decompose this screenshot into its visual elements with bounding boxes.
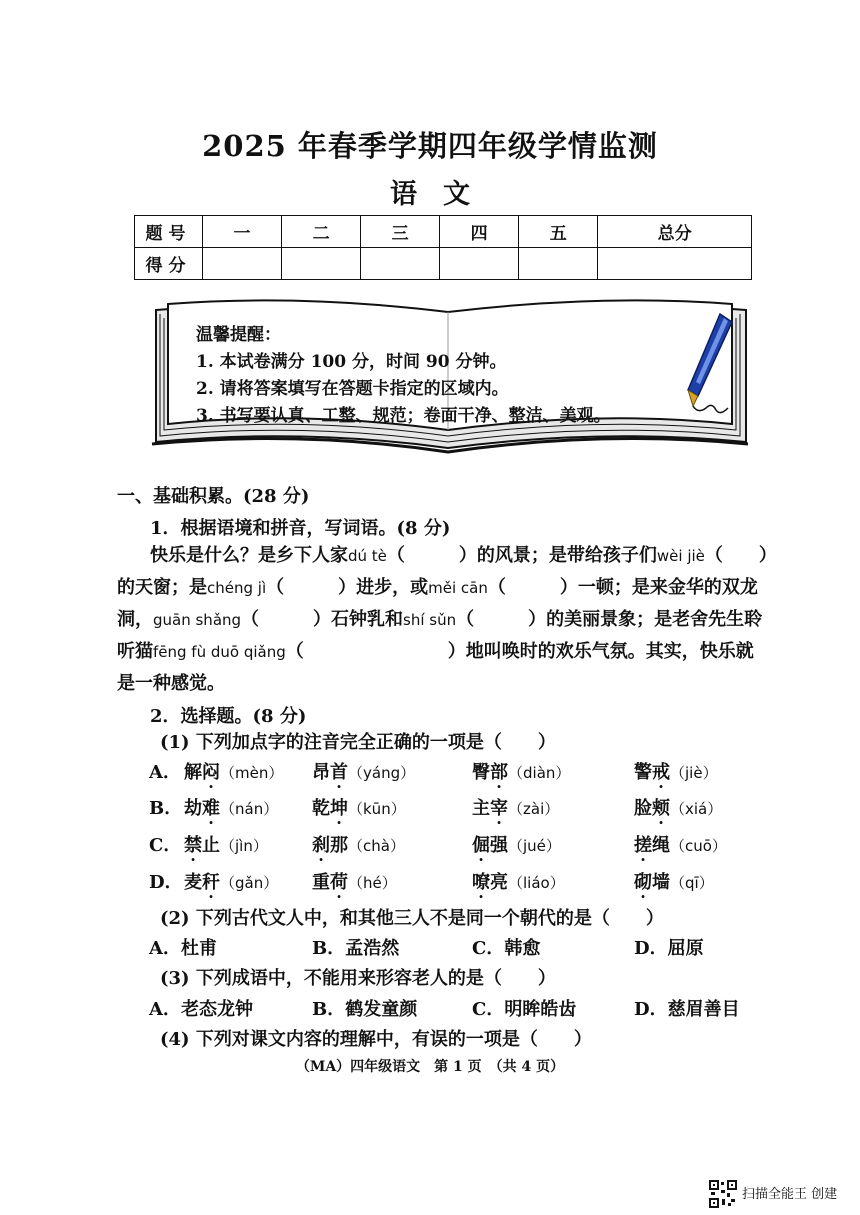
page-footer: （MA）四年级语文 第 1 页 （共 4 页） <box>295 1059 565 1075</box>
score-header-row <box>135 216 752 248</box>
reminder-heading: 温馨提醒： <box>196 325 281 345</box>
question-1-title: 1．根据语境和拼音，写词语。(8 分) <box>150 518 451 539</box>
option-item: 搓绳（cuō） <box>634 835 727 856</box>
pinyin: dú tè <box>348 547 387 565</box>
score-cell[interactable] <box>440 248 519 280</box>
option-item: 倔强（jué） <box>472 835 561 856</box>
score-cell[interactable] <box>519 248 598 280</box>
option-item: 嘹亮（liáo） <box>472 872 565 893</box>
pinyin: guān shǎng <box>153 611 242 629</box>
col-total: 总分 <box>598 216 752 248</box>
option-item: 脸颊（xiá） <box>634 798 723 819</box>
question-1-passage: 快乐是什么？是乡下人家dú tè（ ）的风景；是带给孩子们wèi jiè（ ）的天窗；是chéng jì（ ）进步，或měi cān（ ）一顿；是来金华的双龙洞，guān shǎng（ ）石钟乳和shí sǔn（ ）的美丽景象；是老舍先生聆听猫fēng fù duō qiǎng（ ）地叫唤时的欢乐气氛。其实，快乐就是一种感觉。 <box>117 545 768 694</box>
option-d: D．慈眉善目 <box>634 999 740 1020</box>
option-c: C．韩愈 <box>472 938 541 959</box>
option-item: 解闷（mèn） <box>184 762 284 783</box>
option-item: 重荷（hé） <box>312 872 397 893</box>
score-table <box>134 215 752 280</box>
col-5: 五 <box>519 216 598 248</box>
question-number-label: 题号 <box>135 216 203 248</box>
option-item: 乾坤（kūn） <box>312 798 406 819</box>
question-2-1-title: (1) 下列加点字的注音完全正确的一项是（ ） <box>160 732 556 753</box>
col-4: 四 <box>440 216 519 248</box>
col-3: 三 <box>361 216 440 248</box>
qr-code-icon <box>709 1180 737 1208</box>
option-item: 臀部（diàn） <box>472 762 571 783</box>
option-a: A．老态龙钟 <box>149 999 253 1020</box>
option-item: 主宰（zài） <box>472 798 560 819</box>
option-item: 麦秆（gǎn） <box>184 872 279 893</box>
pinyin: wèi jiè <box>656 547 705 565</box>
reminder-box <box>196 322 611 430</box>
option-letter: B． <box>149 798 183 819</box>
exam-title: 2025 年春季学期四年级学情监测 <box>202 129 658 163</box>
section-heading: 一、基础积累。(28 分) <box>117 486 310 507</box>
option-a: A．杜甫 <box>149 938 217 959</box>
option-letter: A． <box>149 762 181 783</box>
option-item: 砌墙（qī） <box>634 872 714 893</box>
question-2-4-title: (4) 下列对课文内容的理解中，有误的一项是（ ） <box>160 1029 592 1050</box>
question-2-3-title: (3) 下列成语中，不能用来形容老人的是（ ） <box>160 968 556 989</box>
pinyin: shí sǔn <box>403 611 457 629</box>
reminder-item: 1. 本试卷满分 100 分，时间 90 分钟。 <box>196 352 507 372</box>
pinyin: fēng fù duō qiǎng <box>153 643 286 661</box>
col-2: 二 <box>282 216 361 248</box>
score-cell[interactable] <box>282 248 361 280</box>
score-cell[interactable] <box>203 248 282 280</box>
option-item: 禁止（jìn） <box>184 835 268 856</box>
option-b: B．孟浩然 <box>312 938 400 959</box>
option-b: B．鹤发童颜 <box>312 999 418 1020</box>
option-letter: D． <box>149 872 183 893</box>
score-cell[interactable] <box>361 248 440 280</box>
col-1: 一 <box>203 216 282 248</box>
reminder-item: 2. 请将答案填写在答题卡指定的区域内。 <box>196 379 509 399</box>
option-c: C．明眸皓齿 <box>472 999 577 1020</box>
scanner-watermark: 扫描全能王 创建 <box>742 1187 838 1202</box>
pinyin: chéng jì <box>207 579 267 597</box>
option-item: 刹那（chà） <box>312 835 405 856</box>
option-item: 昂首（yáng） <box>312 762 416 783</box>
score-value-row <box>135 248 752 280</box>
pinyin: měi cān <box>428 579 488 597</box>
option-d: D．屈原 <box>634 938 704 959</box>
option-letter: C． <box>149 835 182 856</box>
option-item: 劫难（nán） <box>184 798 279 819</box>
score-cell[interactable] <box>598 248 752 280</box>
question-2-2-title: (2) 下列古代文人中，和其他三人不是同一个朝代的是（ ） <box>160 908 664 929</box>
score-label: 得分 <box>135 248 203 280</box>
question-2-title: 2．选择题。(8 分) <box>150 706 307 727</box>
subject-title: 语文 <box>390 179 496 210</box>
pen-icon <box>676 310 746 420</box>
option-item: 警戒（jiè） <box>634 762 718 783</box>
reminder-item: 3. 书写要认真、工整、规范；卷面干净、整洁、美观。 <box>196 406 611 426</box>
